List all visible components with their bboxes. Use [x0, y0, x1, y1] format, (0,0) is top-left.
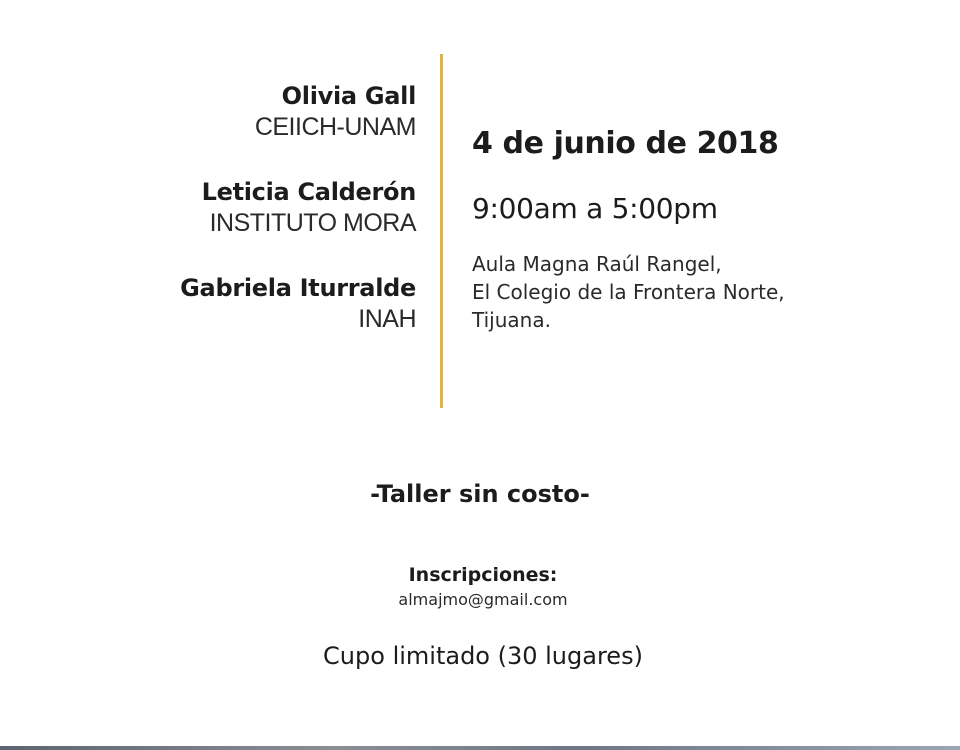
speaker-name: Gabriela Iturralde	[180, 274, 416, 302]
venue-line: Tijuana.	[472, 308, 551, 332]
speaker-name: Olivia Gall	[281, 82, 416, 110]
event-info	[472, 124, 785, 334]
venue-line: El Colegio de la Frontera Norte,	[472, 280, 785, 304]
venue-line: Aula Magna Raúl Rangel,	[472, 252, 722, 276]
vertical-divider	[440, 54, 443, 408]
speaker-item	[0, 80, 416, 142]
registration-block	[0, 562, 960, 612]
speaker-institution: INSTITUTO MORA	[209, 209, 416, 237]
capacity-note: Cupo limitado (30 lugares)	[323, 642, 643, 670]
registration-label: Inscripciones:	[408, 564, 558, 586]
event-time: 9:00am a 5:00pm	[472, 192, 718, 225]
event-venue	[472, 250, 785, 334]
bottom-image-strip	[0, 746, 960, 750]
free-workshop-note: -Taller sin costo-	[370, 480, 590, 508]
speaker-name: Leticia Calderón	[201, 178, 416, 206]
speaker-item	[0, 176, 416, 238]
registration-email[interactable]: almajmo@gmail.com	[398, 590, 568, 609]
speaker-institution: CEIICH-UNAM	[254, 113, 416, 141]
speaker-institution: INAH	[358, 305, 416, 333]
speakers-list	[0, 80, 416, 368]
event-date: 4 de junio de 2018	[472, 126, 779, 161]
speaker-item	[0, 272, 416, 334]
